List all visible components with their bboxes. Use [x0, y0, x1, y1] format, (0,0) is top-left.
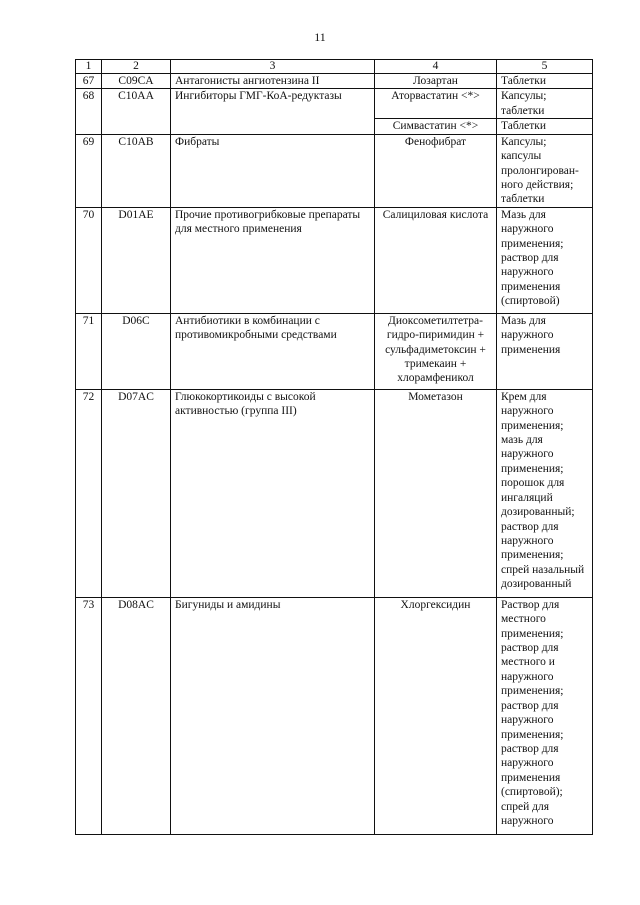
table-header-cell: 3 [171, 60, 375, 74]
table-row [76, 134, 593, 207]
atc-code: D07AC [102, 389, 171, 597]
dosage-form: Капсулы; капсулы пролонгирован-ного действия; таблетки [497, 134, 593, 207]
drug-name: Диоксометилтетра-гидро-пиримидин + сульфадиметоксин + тримекаин + хлорамфеникол [375, 313, 497, 389]
row-number: 68 [76, 89, 102, 134]
page-number: 11 [314, 30, 326, 44]
dosage-form: Крем для наружного применения; мазь для наружного применения; порошок для ингаляций дозированный; раствор для наружного применения; спрей назальный дозированный [497, 389, 593, 597]
row-number: 69 [76, 134, 102, 207]
table-row [76, 389, 593, 597]
dosage-form: Таблетки [497, 119, 593, 134]
table-header-cell: 1 [76, 60, 102, 74]
atc-code: D06C [102, 313, 171, 389]
atc-code: C10AA [102, 89, 171, 134]
table-header-cell: 5 [497, 60, 593, 74]
table-header-row [76, 60, 593, 74]
dosage-form: Мазь для наружного применения [497, 313, 593, 389]
row-number: 72 [76, 389, 102, 597]
drug-name: Симвастатин <*> [375, 119, 497, 134]
dosage-form: Капсулы; таблетки [497, 89, 593, 119]
table-header-cell: 2 [102, 60, 171, 74]
pharmacological-group: Глюкокортикоиды с высокой активностью (группа III) [171, 389, 375, 597]
atc-code: C10AB [102, 134, 171, 207]
pharmacological-group: Прочие противогрибковые препараты для местного применения [171, 207, 375, 313]
pharmacological-group: Антибиотики в комбинации с противомикробными средствами [171, 313, 375, 389]
drug-name: Фенофибрат [375, 134, 497, 207]
row-number: 67 [76, 74, 102, 89]
pharmacological-group: Фибраты [171, 134, 375, 207]
atc-code: D08AC [102, 597, 171, 834]
dosage-form: Раствор для местного применения; раствор для местного и наружного применения; раствор для наружного применения; раствор для наружного применения (спиртовой); спрей для наружного [497, 597, 593, 834]
dosage-form: Мазь для наружного применения; раствор для наружного применения (спиртовой) [497, 207, 593, 313]
table-row [76, 89, 593, 119]
atc-code: D01AE [102, 207, 171, 313]
atc-code: C09CA [102, 74, 171, 89]
dosage-form: Таблетки [497, 74, 593, 89]
pharmacological-group: Ингибиторы ГМГ-КоА-редуктазы [171, 89, 375, 134]
row-number: 71 [76, 313, 102, 389]
row-number: 73 [76, 597, 102, 834]
table-row [76, 597, 593, 834]
pharmacological-group: Антагонисты ангиотензина II [171, 74, 375, 89]
table-row [76, 313, 593, 389]
drug-name: Мометазон [375, 389, 497, 597]
pharmacological-group: Бигуниды и амидины [171, 597, 375, 834]
table-row [76, 207, 593, 313]
drug-name: Лозартан [375, 74, 497, 89]
table-row [76, 74, 593, 89]
drug-name: Салициловая кислота [375, 207, 497, 313]
drug-list-table [75, 59, 593, 835]
drug-name: Аторвастатин <*> [375, 89, 497, 119]
drug-name: Хлоргексидин [375, 597, 497, 834]
row-number: 70 [76, 207, 102, 313]
table-header-cell: 4 [375, 60, 497, 74]
